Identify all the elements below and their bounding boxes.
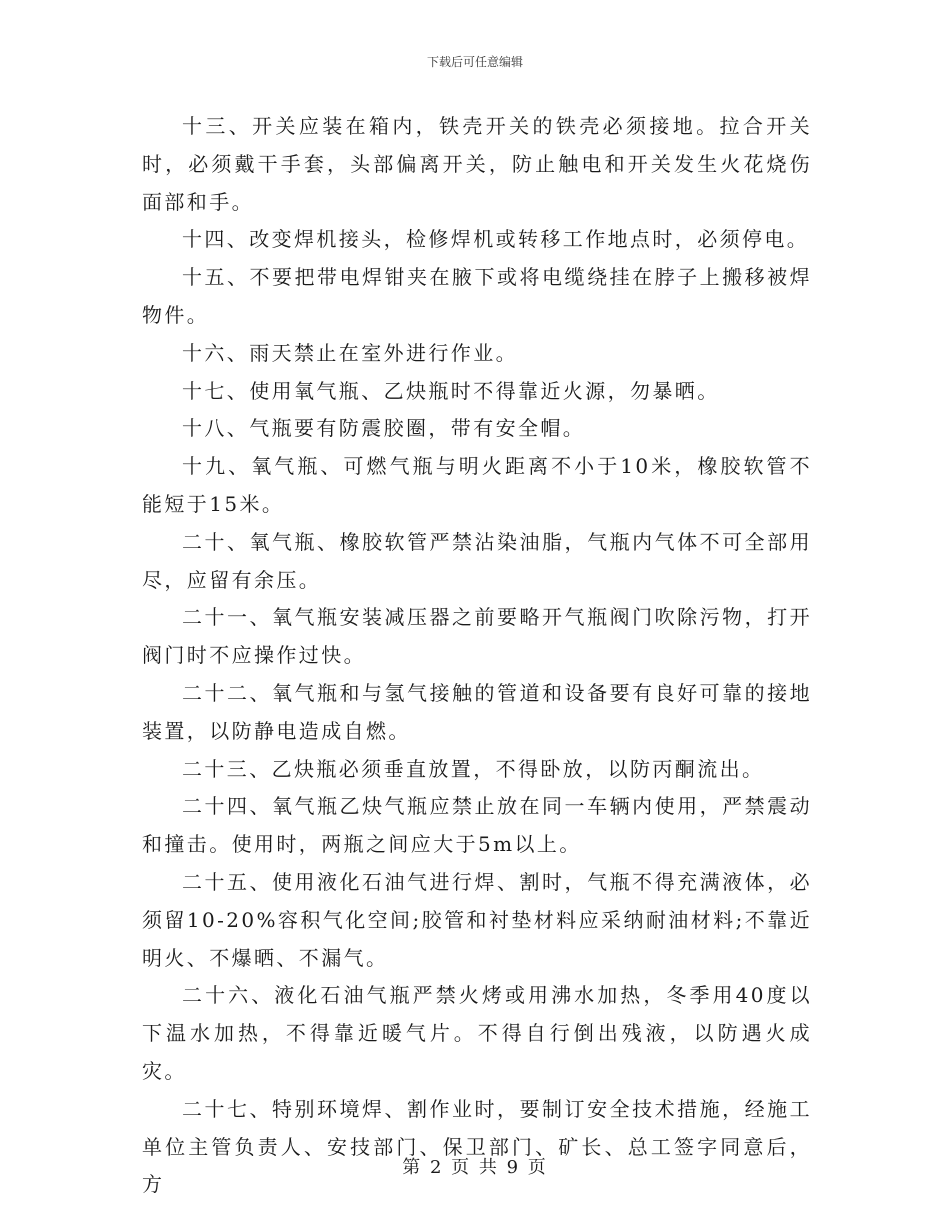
document-body <box>142 108 812 1204</box>
paragraph-20: 二十、氧气瓶、橡胶软管严禁沾染油脂，气瓶内气体不可全部用尽，应留有余压。 <box>142 529 812 592</box>
page-number-footer: 第 2 页 共 9 页 <box>402 1157 548 1178</box>
paragraph-18: 十八、气瓶要有防震胶圈，带有安全帽。 <box>182 416 586 441</box>
paragraph-16: 十六、雨天禁止在室外进行作业。 <box>182 340 518 365</box>
paragraph-15: 十五、不要把带电焊钳夹在腋下或将电缆绕挂在脖子上搬移被焊物件。 <box>142 265 812 327</box>
paragraph-23: 二十三、乙炔瓶必须垂直放置，不得卧放，以防丙酮流出。 <box>182 756 765 781</box>
page-header-note: 下载后可任意编辑 <box>426 55 523 69</box>
paragraph-14: 十四、改变焊机接头，检修焊机或转移工作地点时，必须停电。 <box>182 227 810 252</box>
paragraph-25: 二十五、使用液化石油气进行焊、割时，气瓶不得充满液体，必须留10-20%容积气化空间;胶管和衬垫材料应采纳耐油材料;不靠近明火、不爆晒、不漏气。 <box>142 869 812 970</box>
paragraph-22: 二十二、氧气瓶和与氢气接触的管道和设备要有良好可靠的接地装置，以防静电造成自燃。 <box>142 680 812 743</box>
paragraph-24: 二十四、氧气瓶乙炔气瓶应禁止放在同一车辆内使用，严禁震动和撞击。使用时，两瓶之间应大于5m以上。 <box>142 794 812 857</box>
paragraph-27: 二十七、特别环境焊、割作业时，要制订安全技术措施，经施工单位主管负责人、安技部门、保卫部门、矿长、总工签字同意后，方 <box>142 1096 812 1197</box>
paragraph-26: 二十六、液化石油气瓶严禁火烤或用沸水加热，冬季用40度以下温水加热，不得靠近暖气片。不得自行倒出残液，以防遇火成灾。 <box>142 983 812 1083</box>
paragraph-13: 十三、开关应装在箱内，铁壳开关的铁壳必须接地。拉合开关时，必须戴干手套，头部偏离开关，防止触电和开关发生火花烧伤面部和手。 <box>142 114 812 214</box>
paragraph-17: 十七、使用氧气瓶、乙炔瓶时不得靠近火源，勿暴晒。 <box>182 378 720 403</box>
paragraph-19: 十九、氧气瓶、可燃气瓶与明火距离不小于10米，橡胶软管不能短于15米。 <box>142 454 812 516</box>
paragraph-21: 二十一、氧气瓶安装减压器之前要略开气瓶阀门吹除污物，打开阀门时不应操作过快。 <box>142 605 812 668</box>
